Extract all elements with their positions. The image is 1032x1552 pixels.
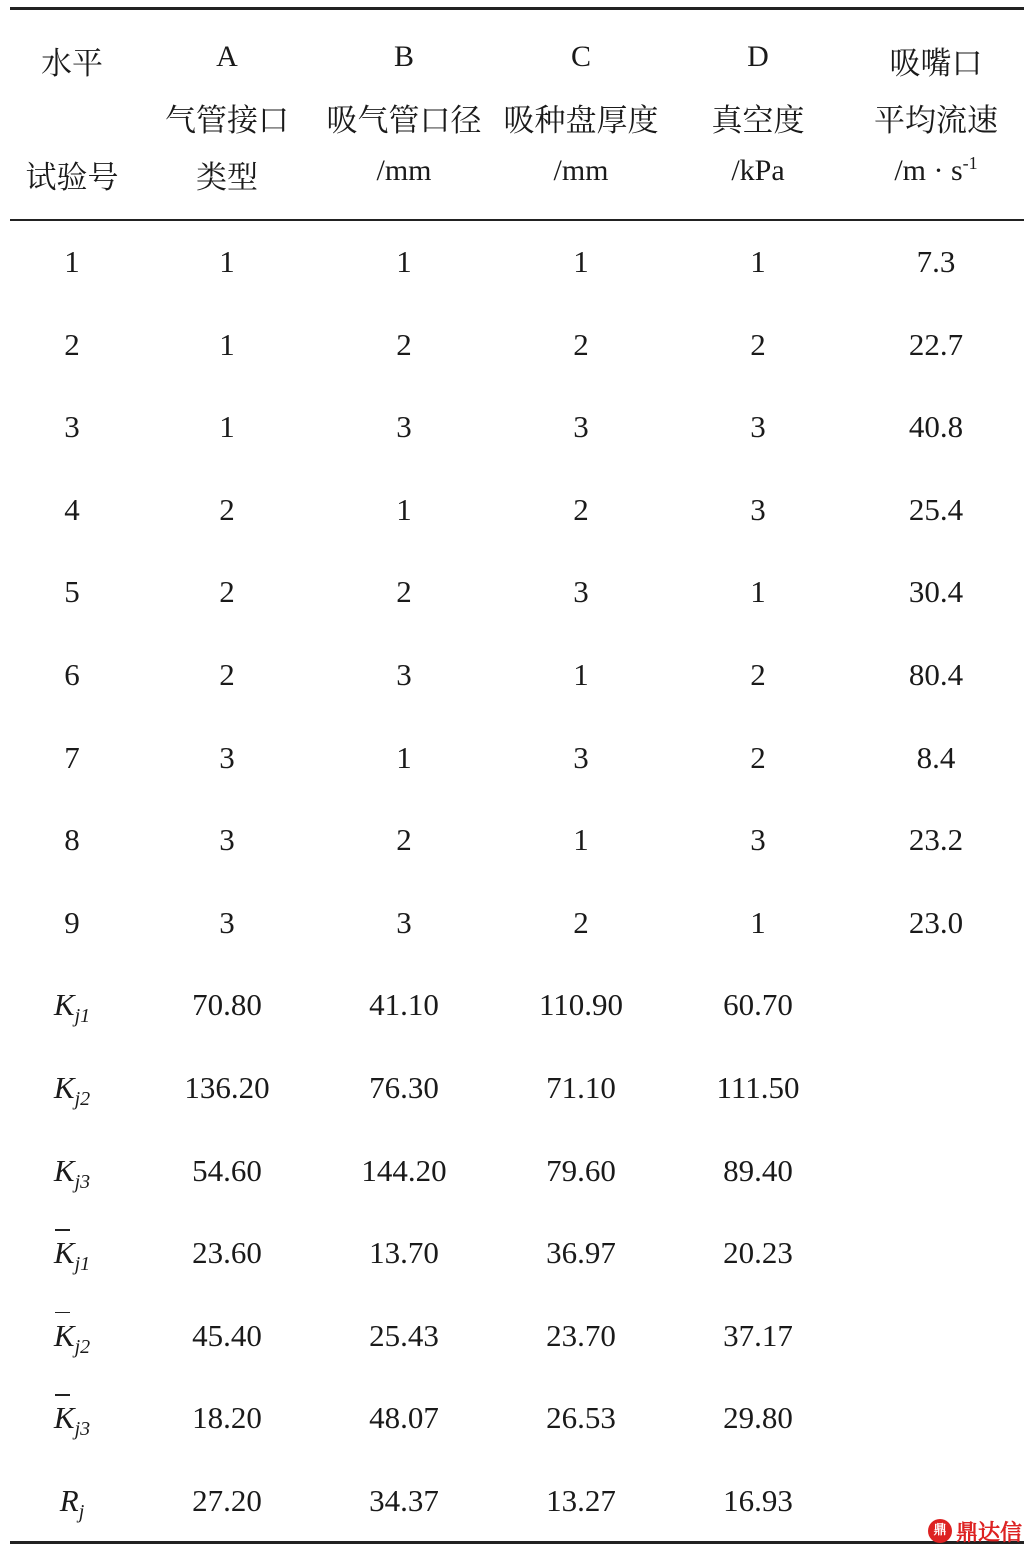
stat-label	[0, 1461, 152, 1541]
trial-number: 5	[64, 574, 80, 610]
table-row	[0, 718, 1032, 798]
table-cell: 136.20	[184, 1070, 270, 1105]
table-cell: 144.20	[361, 1152, 447, 1188]
trial-number: 8	[64, 822, 80, 858]
table-cell: 2	[396, 574, 412, 610]
table-cell: 2	[219, 657, 235, 692]
header-col4-line2: 真空度	[711, 103, 805, 139]
table-bottom-rule	[10, 1541, 1024, 1544]
stat-symbol-subscript: j1	[74, 1005, 91, 1028]
table-cell: 18.20	[192, 1400, 262, 1436]
stat-symbol	[53, 1070, 91, 1111]
table-cell: 40.8	[908, 409, 964, 445]
table-cell: 2	[573, 904, 589, 940]
table-cell: 110.90	[538, 987, 624, 1023]
trial-number: 1	[64, 244, 80, 279]
stat-symbol	[53, 1152, 91, 1193]
header-col3-line2: 吸种盘厚度	[503, 103, 659, 139]
table-cell: 1	[396, 739, 412, 775]
stat-row	[0, 965, 1032, 1045]
table-cell: 3	[219, 822, 235, 858]
table-cell: 23.70	[546, 1317, 616, 1353]
table-cell: 3	[219, 904, 235, 940]
stat-label	[0, 1213, 152, 1293]
header-col0-line1: 水平	[41, 46, 103, 82]
stat-symbol-letter: K	[53, 1070, 75, 1105]
table-cell: 76.30	[369, 1070, 439, 1105]
table-cell: 2	[750, 326, 766, 362]
header-col2-line3: /mm	[376, 154, 432, 187]
table-cell: 111.50	[716, 1070, 800, 1105]
table-cell: 1	[396, 244, 412, 279]
table-cell: 2	[573, 491, 589, 527]
table-cell: 1	[219, 326, 235, 362]
header-col5-line1: 吸嘴口	[889, 46, 983, 82]
table-row	[0, 883, 1032, 963]
table-cell: 1	[750, 244, 766, 279]
table-row	[0, 635, 1032, 715]
table-cell: 25.4	[908, 491, 964, 527]
table-cell: 2	[219, 574, 235, 610]
stat-symbol-subscript: j1	[74, 1253, 91, 1276]
table-cell: 27.20	[192, 1483, 262, 1518]
table-cell: 3	[396, 409, 412, 445]
stat-symbol	[53, 1400, 91, 1441]
table-cell: 3	[396, 904, 412, 940]
stat-symbol	[53, 1235, 91, 1276]
stat-symbol-letter: K	[53, 987, 75, 1023]
table-cell: 1	[396, 491, 412, 527]
stat-symbol	[53, 1317, 91, 1358]
header-col5-unit-exponent: -1	[962, 153, 978, 173]
header-col3-letter: C	[570, 40, 591, 73]
header-col3-line3: /mm	[553, 154, 609, 187]
table-cell: 2	[750, 657, 766, 692]
table-cell: 29.80	[723, 1400, 793, 1436]
stat-symbol-subscript: j3	[74, 1170, 91, 1193]
stat-symbol-subscript: j2	[74, 1088, 91, 1111]
table-cell: 3	[573, 739, 589, 775]
stat-symbol-letter: R	[59, 1483, 79, 1518]
table-cell: 3	[750, 822, 766, 858]
table-cell: 30.4	[908, 574, 964, 610]
table-cell: 13.27	[546, 1483, 616, 1518]
header-col5-line2: 平均流速	[874, 103, 998, 139]
header-col4-line3: /kPa	[731, 154, 785, 187]
table-cell: 48.07	[369, 1400, 439, 1436]
table-header-rule	[10, 219, 1024, 221]
table-cell: 8.4	[916, 739, 956, 775]
stat-label	[0, 1048, 152, 1128]
logo-icon: 鼎	[928, 1519, 952, 1543]
table-cell: 23.2	[908, 822, 964, 858]
table-cell: 54.60	[192, 1152, 262, 1188]
trial-number: 3	[64, 409, 80, 445]
table-cell: 71.10	[546, 1070, 616, 1105]
table-cell: 3	[573, 574, 589, 610]
table-cell: 70.80	[192, 987, 262, 1023]
table-header	[0, 0, 1032, 220]
table-row	[0, 800, 1032, 880]
stat-row	[0, 1131, 1032, 1211]
table-cell: 1	[750, 574, 766, 610]
table-cell: 34.37	[369, 1483, 439, 1518]
header-col1-line2: 气管接口	[165, 103, 289, 139]
header-col5-unit: /m · s	[894, 154, 963, 187]
stat-symbol-letter: K	[53, 1317, 75, 1353]
table-cell: 1	[573, 244, 589, 279]
stat-label	[0, 965, 152, 1045]
trial-number: 9	[64, 904, 80, 940]
table-cell: 23.60	[192, 1235, 262, 1271]
stat-symbol	[59, 1483, 85, 1524]
trial-number: 4	[64, 491, 80, 527]
table-cell: 79.60	[546, 1152, 616, 1188]
table-cell: 1	[219, 244, 235, 279]
table-cell: 2	[219, 491, 235, 527]
table-cell: 45.40	[192, 1317, 262, 1353]
logo-text: 鼎达信	[956, 1520, 1023, 1546]
table-cell: 25.43	[369, 1317, 439, 1353]
header-col2-line2: 吸气管口径	[326, 103, 482, 139]
stat-label	[0, 1131, 152, 1211]
header-col0-line3: 试验号	[25, 160, 119, 196]
stat-row	[0, 1296, 1032, 1376]
table-cell: 80.4	[908, 657, 964, 692]
table-cell: 7.3	[916, 244, 956, 279]
table-cell: 16.93	[723, 1483, 793, 1518]
trial-number: 7	[64, 739, 80, 775]
stat-row	[0, 1378, 1032, 1458]
stat-label	[0, 1296, 152, 1376]
table-cell: 60.70	[723, 987, 793, 1023]
table-cell: 2	[750, 739, 766, 775]
table-row	[0, 552, 1032, 632]
table-cell: 1	[573, 657, 589, 692]
table-cell: 3	[750, 491, 766, 527]
table-cell: 3	[750, 409, 766, 445]
table-cell: 20.23	[723, 1235, 793, 1271]
table-cell: 2	[573, 326, 589, 362]
table-cell: 26.53	[546, 1400, 616, 1436]
table-cell: 3	[573, 409, 589, 445]
stat-symbol-letter: K	[53, 1235, 75, 1271]
trial-number: 6	[64, 657, 80, 692]
table-cell: 1	[750, 904, 766, 940]
watermark-logo	[928, 1516, 1022, 1546]
table-cell: 37.17	[723, 1317, 793, 1353]
table-cell: 1	[219, 409, 235, 445]
table-cell: 1	[573, 822, 589, 858]
header-col4-letter: D	[747, 40, 769, 73]
stat-symbol-letter: K	[53, 1400, 75, 1436]
table-cell: 36.97	[546, 1235, 616, 1271]
table-cell: 13.70	[369, 1235, 439, 1271]
stat-symbol-subscript: j	[78, 1501, 85, 1524]
table-cell: 2	[396, 822, 412, 858]
stat-symbol-subscript: j2	[74, 1335, 91, 1358]
table-row	[0, 470, 1032, 550]
table-cell: 22.7	[908, 326, 964, 362]
stat-label	[0, 1378, 152, 1458]
table-cell: 3	[219, 739, 235, 775]
header-col1-letter: A	[216, 40, 238, 73]
table-cell: 2	[396, 326, 412, 362]
header-col5-line3	[856, 154, 1016, 188]
header-col1-line3: 类型	[196, 160, 258, 196]
header-col2-letter: B	[393, 40, 414, 73]
stat-symbol-subscript: j3	[74, 1418, 91, 1441]
table-cell: 23.0	[908, 904, 964, 940]
stat-symbol-letter: K	[53, 1152, 75, 1188]
table-row	[0, 222, 1032, 302]
table-row	[0, 387, 1032, 467]
stat-row	[0, 1213, 1032, 1293]
stat-row	[0, 1048, 1032, 1128]
trial-number: 2	[64, 326, 80, 362]
table-cell: 41.10	[369, 987, 439, 1023]
table-row	[0, 305, 1032, 385]
table-cell: 3	[396, 657, 412, 692]
stat-symbol	[53, 987, 91, 1028]
table-cell: 89.40	[723, 1152, 793, 1188]
stat-row	[0, 1461, 1032, 1541]
